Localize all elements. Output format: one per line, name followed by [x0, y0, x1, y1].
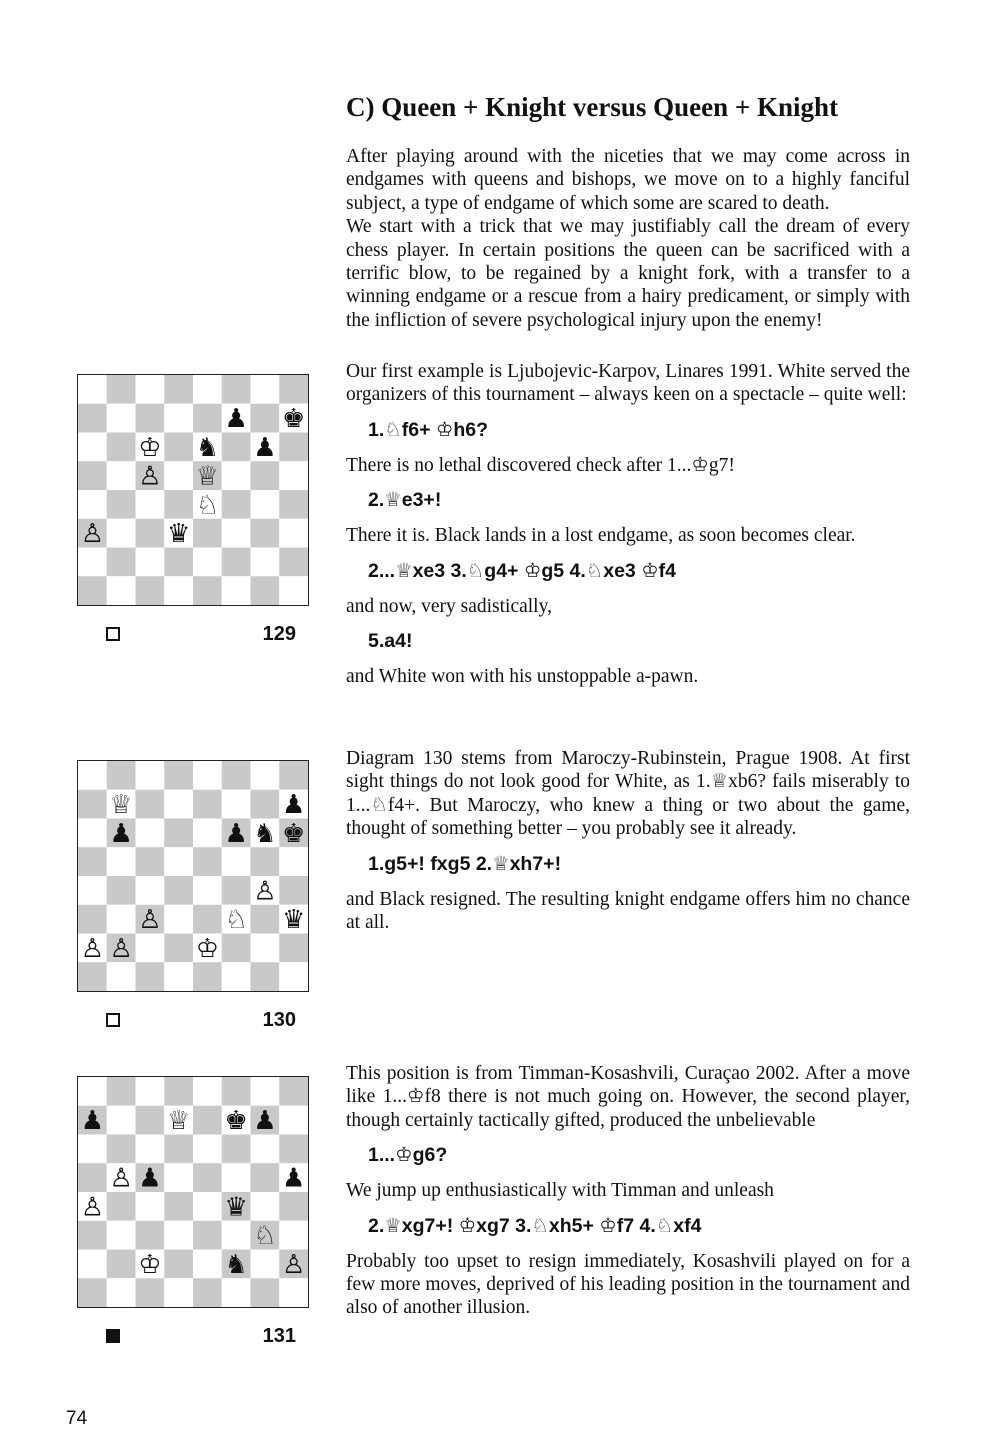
board-square [193, 576, 222, 605]
black-pawn-icon: ♟ [109, 818, 133, 849]
intro-paragraph: After playing around with the niceties that we may come across in endgames with queens and bishops, we move on to a highly fanciful subject, a type of endgame of which some are scared to death. [346, 146, 910, 214]
commentary-block-130 [346, 747, 910, 946]
white-to-move-icon [106, 1013, 120, 1027]
board-square [164, 847, 193, 876]
white-king-icon: ♔ [138, 1249, 162, 1280]
board-square [107, 1250, 136, 1279]
board-square [136, 1106, 165, 1135]
diagram-number: 129 [262, 623, 296, 645]
board-square [78, 1221, 107, 1250]
black-pawn-icon: ♟ [253, 432, 277, 463]
board-square [78, 490, 107, 519]
commentary-paragraph: We jump up enthusiastically with Timman and unleash [346, 1180, 774, 1202]
white-knight-icon: ♘ [253, 1221, 277, 1252]
white-queen-icon: ♕ [195, 461, 220, 492]
board-square [193, 905, 222, 934]
board-square [222, 761, 251, 790]
black-pawn-icon: ♟ [224, 818, 248, 849]
section-heading: C) Queen + Knight versus Queen + Knight [346, 92, 839, 122]
board-square [279, 375, 308, 404]
board-square [136, 847, 165, 876]
board-square [164, 761, 193, 790]
move-line: 1...♔g6? [368, 1144, 448, 1167]
board-square [107, 1077, 136, 1106]
board-square [193, 1163, 222, 1192]
commentary-paragraph: Diagram 130 stems from Maroczy-Rubinstein, Prague 1908. At first sight things do not look good for White, as 1.♕xb6? fails miserably to 1...♘f4+. But Maroczy, who knew a thing or two about the game, thought of something better – you probably see it already. [346, 748, 910, 840]
diagram-number: 130 [262, 1009, 296, 1031]
black-knight-icon: ♞ [195, 432, 220, 463]
black-pawn-icon: ♟ [224, 404, 248, 435]
board-square [164, 1135, 193, 1164]
chess-diagram-130 [77, 760, 309, 992]
board-square [136, 790, 165, 819]
board-square [251, 761, 280, 790]
board-square [279, 1278, 308, 1307]
board-square [136, 404, 165, 433]
board-square [222, 548, 251, 577]
board-svg [78, 1077, 308, 1307]
board-square [164, 490, 193, 519]
board-square [279, 1077, 308, 1106]
board-square [164, 375, 193, 404]
board-square [251, 790, 280, 819]
board-square [107, 1106, 136, 1135]
board-square [193, 847, 222, 876]
diagram-caption-129 [100, 623, 300, 649]
board-square [107, 461, 136, 490]
board-square [222, 962, 251, 991]
move-line: 2...♕xe3 3.♘g4+ ♔g5 4.♘xe3 ♔f4 [368, 559, 677, 582]
board-square [164, 1192, 193, 1221]
board-square [279, 433, 308, 462]
black-pawn-icon: ♟ [281, 790, 306, 821]
move-line: 2.♕xg7+! ♔xg7 3.♘xh5+ ♔f7 4.♘xf4 [368, 1214, 702, 1237]
board-square [279, 1221, 308, 1250]
board-square [193, 1077, 222, 1106]
board-square [164, 962, 193, 991]
board-square [222, 490, 251, 519]
board-square [222, 1278, 251, 1307]
board-square [78, 962, 107, 991]
board-square [136, 519, 165, 548]
black-pawn-icon: ♟ [253, 1106, 277, 1137]
board-square [107, 1278, 136, 1307]
board-square [279, 761, 308, 790]
board-square [222, 576, 251, 605]
black-to-move-icon [106, 1329, 120, 1343]
black-king-icon: ♚ [281, 404, 306, 435]
board-square [78, 847, 107, 876]
white-king-icon: ♔ [138, 432, 162, 463]
board-square [78, 761, 107, 790]
board-square [107, 1135, 136, 1164]
black-pawn-icon: ♟ [80, 1106, 105, 1137]
commentary-paragraph: There it is. Black lands in a lost endgame, as soon becomes clear. [346, 525, 856, 547]
board-square [78, 433, 107, 462]
board-square [136, 1192, 165, 1221]
board-square [279, 1192, 308, 1221]
board-square [251, 519, 280, 548]
white-to-move-icon [106, 627, 120, 641]
move-line: 5.a4! [368, 630, 413, 653]
board-square [164, 548, 193, 577]
board-square [222, 790, 251, 819]
commentary-paragraph: and now, very sadistically, [346, 595, 552, 617]
board-square [193, 819, 222, 848]
black-queen-icon: ♛ [281, 905, 306, 936]
board-svg [78, 761, 308, 991]
board-square [193, 761, 222, 790]
white-pawn-icon: ♙ [80, 519, 105, 550]
board-square [136, 1077, 165, 1106]
board-square [107, 1192, 136, 1221]
board-square [107, 876, 136, 905]
board-square [136, 962, 165, 991]
board-square [251, 375, 280, 404]
board-square [78, 404, 107, 433]
board-square [279, 1135, 308, 1164]
black-king-icon: ♚ [281, 818, 306, 849]
black-knight-icon: ♞ [253, 818, 277, 849]
board-square [136, 761, 165, 790]
commentary-paragraph: Probably too upset to resign immediately, Kosashvili played on for a few more moves, deprived of his leading position in the tournament and also of another illusion. [346, 1250, 910, 1319]
board-square [193, 876, 222, 905]
board-square [279, 847, 308, 876]
board-square [222, 1163, 251, 1192]
board-square [251, 1192, 280, 1221]
board-square [222, 847, 251, 876]
board-square [222, 375, 251, 404]
board-square [164, 1221, 193, 1250]
board-svg [78, 375, 308, 605]
board-square [279, 962, 308, 991]
board-square [193, 1135, 222, 1164]
board-square [193, 404, 222, 433]
board-square [107, 761, 136, 790]
board-square [251, 548, 280, 577]
board-square [136, 548, 165, 577]
board-square [251, 847, 280, 876]
board-square [251, 1077, 280, 1106]
board-square [136, 375, 165, 404]
white-king-icon: ♔ [195, 933, 220, 964]
board-square [193, 790, 222, 819]
board-square [107, 962, 136, 991]
board-square [222, 876, 251, 905]
black-king-icon: ♚ [224, 1106, 248, 1137]
board-square [164, 876, 193, 905]
board-square [279, 519, 308, 548]
board-square [164, 576, 193, 605]
board-square [107, 404, 136, 433]
board-square [136, 1278, 165, 1307]
white-pawn-icon: ♙ [281, 1249, 306, 1280]
board-square [222, 1077, 251, 1106]
white-pawn-icon: ♙ [80, 933, 105, 964]
commentary-block-129 [346, 360, 910, 700]
board-square [164, 790, 193, 819]
board-square [193, 375, 222, 404]
board-square [107, 433, 136, 462]
commentary-paragraph: There is no lethal discovered check after 1...♔g7! [346, 454, 735, 476]
board-square [136, 490, 165, 519]
board-square [222, 1221, 251, 1250]
white-pawn-icon: ♙ [109, 933, 133, 964]
board-square [193, 548, 222, 577]
board-square [251, 962, 280, 991]
board-square [78, 1250, 107, 1279]
board-square [78, 819, 107, 848]
diagram-caption-130 [100, 1009, 300, 1035]
board-square [78, 576, 107, 605]
board-square [164, 1250, 193, 1279]
board-square [78, 876, 107, 905]
page-number: 74 [66, 1408, 88, 1429]
board-square [78, 461, 107, 490]
board-square [164, 1278, 193, 1307]
board-square [136, 576, 165, 605]
board-square [107, 847, 136, 876]
board-square [78, 548, 107, 577]
board-square [279, 876, 308, 905]
white-knight-icon: ♘ [224, 905, 248, 936]
intro-paragraph: We start with a trick that we may justifiably call the dream of every chess player. In certain positions the queen can be sacrificed with a terrific blow, to be regained by a knight fork, with a transfer to a winning endgame or a rescue from a hairy predicament, or simply with the infliction of severe psychological injury upon the enemy! [346, 216, 910, 331]
board-square [136, 934, 165, 963]
board-square [193, 962, 222, 991]
board-square [193, 1250, 222, 1279]
black-pawn-icon: ♟ [281, 1163, 306, 1194]
board-square [107, 1221, 136, 1250]
board-square [136, 819, 165, 848]
board-square [222, 1135, 251, 1164]
board-square [251, 461, 280, 490]
move-line: 1.♘f6+ ♔h6? [368, 418, 489, 441]
board-square [107, 375, 136, 404]
board-square [251, 1278, 280, 1307]
white-pawn-icon: ♙ [138, 461, 162, 492]
commentary-paragraph: This position is from Timman-Kosashvili, Curaçao 2002. After a move like 1...♔f8 there is not much going on. However, the second player, though certainly tactically gifted, produced the unbelievable [346, 1063, 910, 1131]
board-square [193, 1192, 222, 1221]
board-square [193, 1278, 222, 1307]
board-square [107, 576, 136, 605]
board-square [279, 548, 308, 577]
white-pawn-icon: ♙ [80, 1192, 105, 1223]
board-square [222, 519, 251, 548]
board-square [251, 490, 280, 519]
white-queen-icon: ♕ [109, 790, 133, 821]
board-square [164, 1077, 193, 1106]
chess-diagram-131 [77, 1076, 309, 1308]
board-square [279, 934, 308, 963]
board-square [136, 876, 165, 905]
board-square [78, 1135, 107, 1164]
board-square [222, 461, 251, 490]
commentary-paragraph: Our first example is Ljubojevic-Karpov, Linares 1991. White served the organizers of this tournament – always keen on a spectacle – quite well: [346, 361, 910, 406]
move-line: 2.♕e3+! [368, 489, 442, 512]
board-square [251, 934, 280, 963]
black-queen-icon: ♛ [224, 1192, 248, 1223]
board-square [279, 461, 308, 490]
commentary-paragraph: and White won with his unstoppable a-pawn. [346, 666, 699, 688]
white-queen-icon: ♕ [166, 1106, 191, 1137]
board-square [164, 433, 193, 462]
board-square [107, 548, 136, 577]
board-square [164, 1163, 193, 1192]
diagram-number: 131 [262, 1325, 296, 1347]
board-square [164, 461, 193, 490]
board-square [193, 519, 222, 548]
board-square [136, 1221, 165, 1250]
diagram-caption-131 [100, 1325, 300, 1351]
board-square [193, 1221, 222, 1250]
board-square [251, 576, 280, 605]
board-square [222, 934, 251, 963]
board-square [251, 404, 280, 433]
commentary-block-131 [346, 1062, 910, 1332]
white-pawn-icon: ♙ [109, 1163, 133, 1194]
board-square [107, 519, 136, 548]
board-square [279, 576, 308, 605]
board-square [251, 1250, 280, 1279]
intro-text [346, 145, 910, 332]
board-square [193, 1106, 222, 1135]
board-square [78, 1077, 107, 1106]
chess-diagram-129 [77, 374, 309, 606]
white-pawn-icon: ♙ [253, 876, 277, 907]
board-square [107, 905, 136, 934]
black-queen-icon: ♛ [166, 519, 191, 550]
board-square [78, 790, 107, 819]
board-square [164, 905, 193, 934]
move-line: 1.g5+! fxg5 2.♕xh7+! [368, 852, 562, 875]
board-square [78, 1278, 107, 1307]
white-pawn-icon: ♙ [138, 905, 162, 936]
board-square [251, 1135, 280, 1164]
board-square [164, 819, 193, 848]
board-square [279, 490, 308, 519]
board-square [251, 1163, 280, 1192]
board-square [222, 433, 251, 462]
board-square [78, 1163, 107, 1192]
board-square [251, 905, 280, 934]
white-knight-icon: ♘ [195, 490, 220, 521]
board-square [78, 375, 107, 404]
board-square [164, 934, 193, 963]
board-square [107, 490, 136, 519]
board-square [279, 1106, 308, 1135]
black-pawn-icon: ♟ [138, 1163, 162, 1194]
board-square [78, 905, 107, 934]
black-knight-icon: ♞ [224, 1249, 248, 1280]
board-square [164, 404, 193, 433]
board-square [136, 1135, 165, 1164]
commentary-paragraph: and Black resigned. The resulting knight endgame offers him no chance at all. [346, 888, 910, 934]
